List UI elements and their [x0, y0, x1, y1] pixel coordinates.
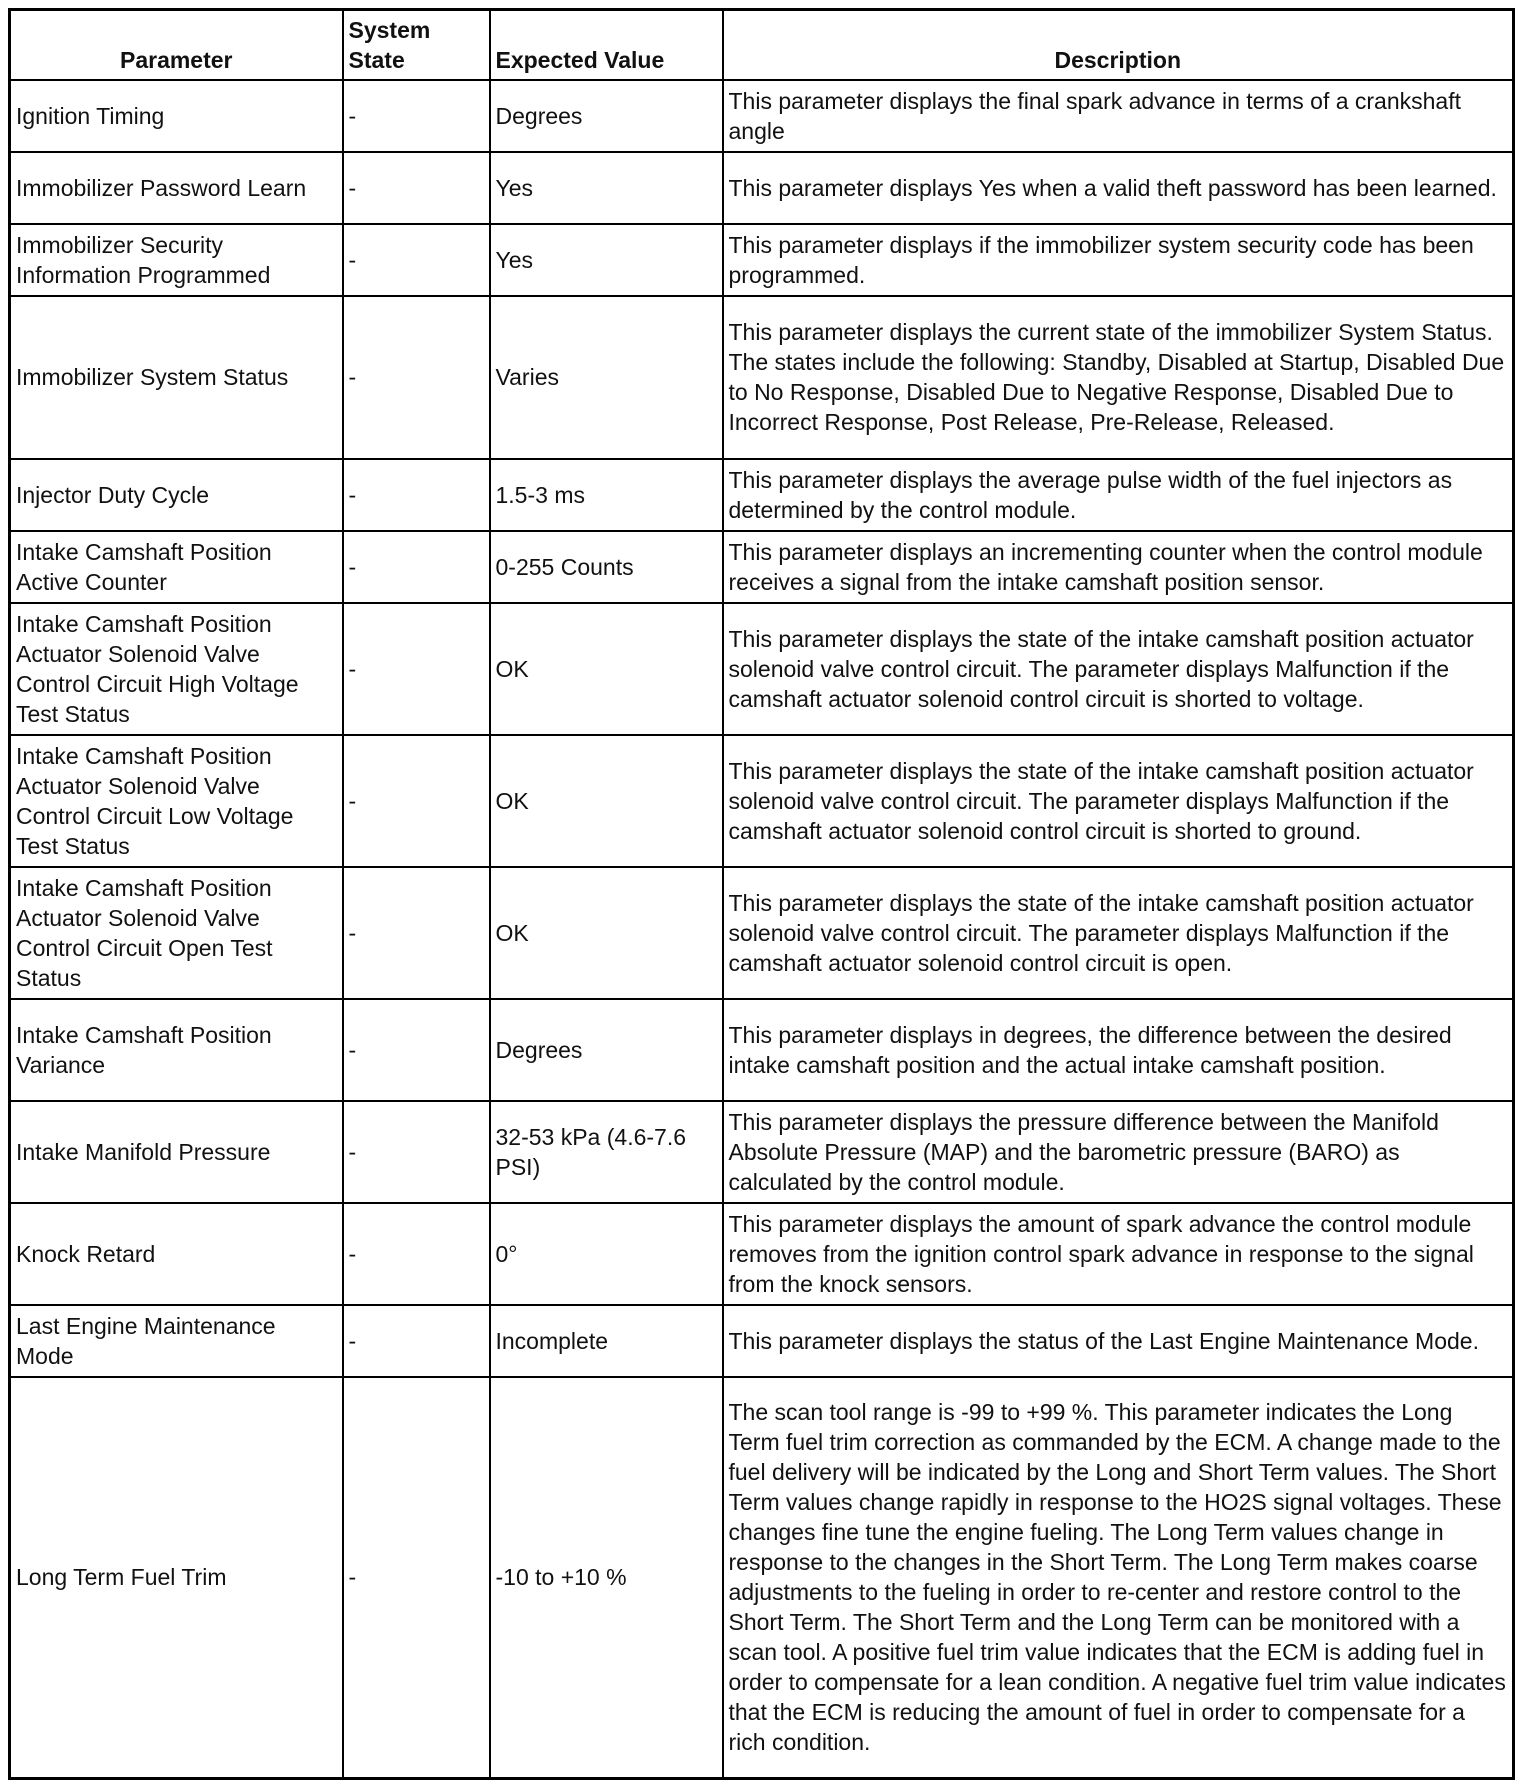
description: This parameter displays Yes when a valid theft password has been learned.: [723, 152, 1514, 224]
header-parameter: Parameter: [10, 10, 343, 80]
param-name: Intake Camshaft Position Actuator Solenoid Valve Control Circuit Low Voltage Test Status: [10, 735, 343, 867]
table-row: [10, 296, 1514, 459]
description: This parameter displays the average pulse width of the fuel injectors as determined by the control module.: [723, 459, 1514, 531]
table-row: [10, 1305, 1514, 1377]
param-name: Ignition Timing: [10, 80, 343, 152]
param-name: Intake Camshaft Position Actuator Solenoid Valve Control Circuit Open Test Status: [10, 867, 343, 999]
expected-value: OK: [490, 603, 723, 735]
param-name: Long Term Fuel Trim: [10, 1377, 343, 1779]
expected-value: 0°: [490, 1203, 723, 1305]
description: This parameter displays the amount of spark advance the control module removes from the ignition control spark advance in response to the signal from the knock sensors.: [723, 1203, 1514, 1305]
system-state: -: [343, 296, 490, 459]
description: This parameter displays the final spark advance in terms of a crankshaft angle: [723, 80, 1514, 152]
description: This parameter displays the status of the Last Engine Maintenance Mode.: [723, 1305, 1514, 1377]
expected-value: 32-53 kPa (4.6-7.6 PSI): [490, 1101, 723, 1203]
expected-value: Incomplete: [490, 1305, 723, 1377]
header-system-state: System State: [343, 10, 490, 80]
system-state: -: [343, 1305, 490, 1377]
param-name: Last Engine Maintenance Mode: [10, 1305, 343, 1377]
system-state: -: [343, 459, 490, 531]
description: This parameter displays the pressure difference between the Manifold Absolute Pressure (MAP) and the barometric pressure (BARO) as calculated by the control module.: [723, 1101, 1514, 1203]
system-state: -: [343, 603, 490, 735]
expected-value: Yes: [490, 224, 723, 296]
table-row: [10, 1377, 1514, 1779]
system-state: -: [343, 867, 490, 999]
table-row: [10, 1101, 1514, 1203]
table-row: [10, 867, 1514, 999]
description: This parameter displays the state of the intake camshaft position actuator solenoid valve control circuit. The parameter displays Malfunction if the camshaft actuator solenoid control circuit is shorted to voltage.: [723, 603, 1514, 735]
system-state: -: [343, 1101, 490, 1203]
expected-value: OK: [490, 735, 723, 867]
expected-value: -10 to +10 %: [490, 1377, 723, 1779]
param-name: Intake Camshaft Position Actuator Solenoid Valve Control Circuit High Voltage Test Status: [10, 603, 343, 735]
param-name: Injector Duty Cycle: [10, 459, 343, 531]
header-expected-value: Expected Value: [490, 10, 723, 80]
param-name: Immobilizer Password Learn: [10, 152, 343, 224]
table-row: [10, 603, 1514, 735]
table-row: [10, 999, 1514, 1101]
param-name: Intake Camshaft Position Variance: [10, 999, 343, 1101]
description: This parameter displays in degrees, the difference between the desired intake camshaft position and the actual intake camshaft position.: [723, 999, 1514, 1101]
param-name: Immobilizer Security Information Programmed: [10, 224, 343, 296]
table-row: [10, 152, 1514, 224]
description: This parameter displays an incrementing counter when the control module receives a signal from the intake camshaft position sensor.: [723, 531, 1514, 603]
system-state: -: [343, 1203, 490, 1305]
description: The scan tool range is -99 to +99 %. This parameter indicates the Long Term fuel trim correction as commanded by the ECM. A change made to the fuel delivery will be indicated by the Long and Short Term values. The Short Term values change rapidly in response to the HO2S signal voltages. These changes fine tune the engine fueling. The Long Term values change in response to the changes in the Short Term. The Long Term makes coarse adjustments to the fueling in order to re-center and restore control to the Short Term. The Short Term and the Long Term can be monitored with a scan tool. A positive fuel trim value indicates that the ECM is adding fuel in order to compensate for a lean condition. A negative fuel trim value indicates that the ECM is reducing the amount of fuel in order to compensate for a rich condition.: [723, 1377, 1514, 1779]
expected-value: Degrees: [490, 80, 723, 152]
param-name: Knock Retard: [10, 1203, 343, 1305]
table-row: [10, 459, 1514, 531]
system-state: -: [343, 80, 490, 152]
expected-value: 1.5-3 ms: [490, 459, 723, 531]
param-name: Intake Manifold Pressure: [10, 1101, 343, 1203]
table-row: [10, 1203, 1514, 1305]
system-state: -: [343, 999, 490, 1101]
expected-value: OK: [490, 867, 723, 999]
description: This parameter displays if the immobilizer system security code has been programmed.: [723, 224, 1514, 296]
table-row: [10, 224, 1514, 296]
parameter-table: [8, 8, 1515, 1780]
expected-value: Varies: [490, 296, 723, 459]
system-state: -: [343, 1377, 490, 1779]
expected-value: 0-255 Counts: [490, 531, 723, 603]
header-row: [10, 10, 1514, 80]
header-description: Description: [723, 10, 1514, 80]
description: This parameter displays the current state of the immobilizer System Status. The states include the following: Standby, Disabled at Startup, Disabled Due to No Response, Disabled Due to Negative Response, Disabled Due to Incorrect Response, Post Release, Pre-Release, Released.: [723, 296, 1514, 459]
system-state: -: [343, 735, 490, 867]
description: This parameter displays the state of the intake camshaft position actuator solenoid valve control circuit. The parameter displays Malfunction if the camshaft actuator solenoid control circuit is open.: [723, 867, 1514, 999]
system-state: -: [343, 152, 490, 224]
system-state: -: [343, 531, 490, 603]
param-name: Immobilizer System Status: [10, 296, 343, 459]
system-state: -: [343, 224, 490, 296]
table-row: [10, 80, 1514, 152]
description: This parameter displays the state of the intake camshaft position actuator solenoid valve control circuit. The parameter displays Malfunction if the camshaft actuator solenoid control circuit is shorted to ground.: [723, 735, 1514, 867]
expected-value: Yes: [490, 152, 723, 224]
param-name: Intake Camshaft Position Active Counter: [10, 531, 343, 603]
table-row: [10, 531, 1514, 603]
expected-value: Degrees: [490, 999, 723, 1101]
table-row: [10, 735, 1514, 867]
